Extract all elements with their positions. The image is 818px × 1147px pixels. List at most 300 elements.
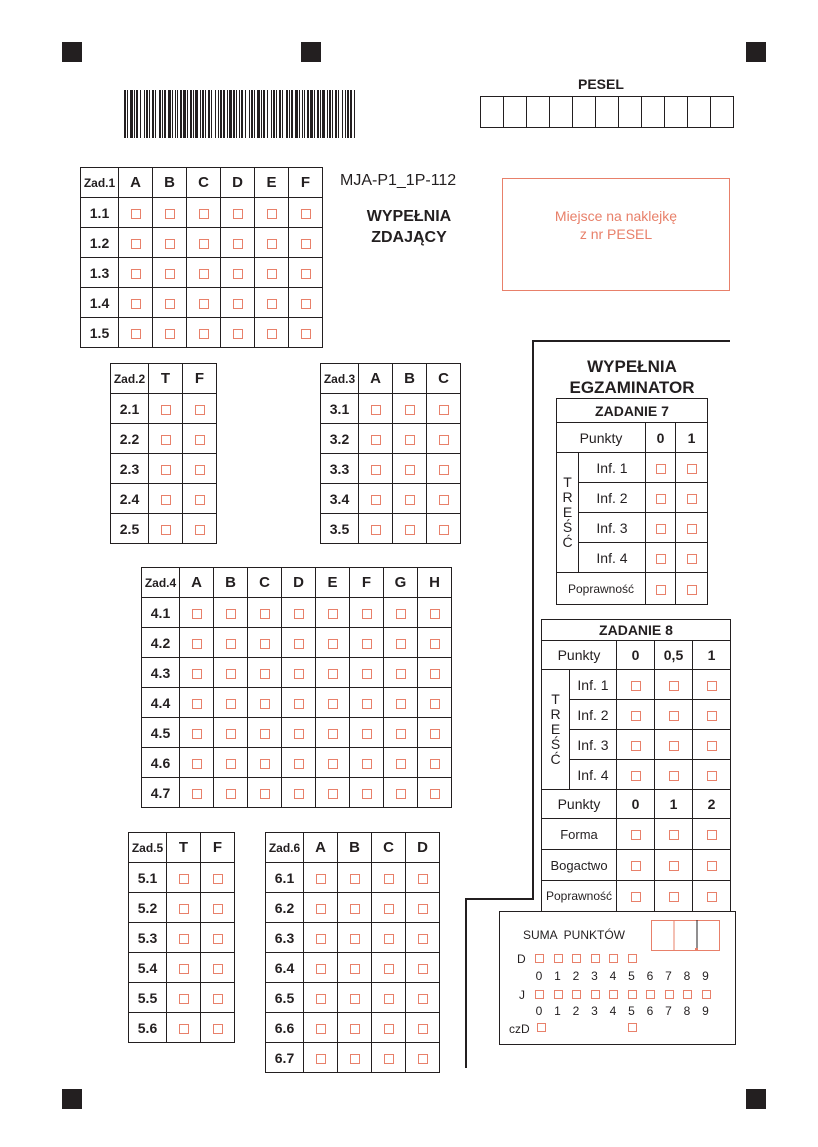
answer-checkbox[interactable] [187,228,221,258]
answer-checkbox[interactable] [338,863,372,893]
suma-j-checkbox[interactable] [591,990,600,999]
pesel-digit-1[interactable] [481,97,504,128]
answer-checkbox[interactable] [338,1043,372,1073]
zadanie7-row-label: Inf. 2 [579,483,646,513]
answer-checkbox[interactable] [350,718,384,748]
answer-checkbox[interactable] [289,258,323,288]
answer-checkbox[interactable] [427,484,461,514]
barcode-bar [136,90,138,138]
suma-j-checkbox[interactable] [702,990,711,999]
zadanie7-checkbox[interactable] [676,483,708,513]
answer-checkbox[interactable] [214,748,248,778]
table-row [266,1043,440,1073]
answer-checkbox[interactable] [359,424,393,454]
answer-checkbox[interactable] [183,424,217,454]
answer-checkbox[interactable] [393,394,427,424]
barcode-bar [271,90,272,138]
suma-czd-checkbox[interactable] [537,1023,546,1032]
checkbox-square [328,699,338,709]
answer-checkbox[interactable] [282,718,316,748]
zadanie8-checkbox[interactable] [655,730,693,760]
answer-checkbox[interactable] [180,598,214,628]
answer-checkbox[interactable] [393,484,427,514]
zadanie8-checkbox[interactable] [693,730,731,760]
answer-checkbox[interactable] [384,688,418,718]
answer-checkbox[interactable] [153,288,187,318]
checkbox-square [131,209,141,219]
tresc-letter: Ś [562,519,573,535]
barcode-bar [257,90,260,138]
answer-checkbox[interactable] [149,394,183,424]
answer-checkbox[interactable] [350,628,384,658]
checkbox-square [192,729,202,739]
answer-checkbox[interactable] [201,863,235,893]
barcode-bar [332,90,333,138]
zadanie8-checkbox[interactable] [655,850,693,881]
answer-checkbox[interactable] [119,288,153,318]
answer-checkbox[interactable] [304,1043,338,1073]
answer-checkbox[interactable] [393,454,427,484]
answer-checkbox[interactable] [201,1013,235,1043]
barcode-bar [127,90,128,138]
pesel-digit-11[interactable] [711,97,734,128]
answer-checkbox[interactable] [248,718,282,748]
checkbox-square [226,699,236,709]
answer-checkbox[interactable] [289,228,323,258]
answer-checkbox[interactable] [316,778,350,808]
checkbox-square [439,495,449,505]
answer-checkbox[interactable] [406,923,440,953]
answer-checkbox[interactable] [183,514,217,544]
checkbox-square [362,669,372,679]
answer-checkbox[interactable] [338,1013,372,1043]
answer-checkbox[interactable] [304,863,338,893]
answer-checkbox[interactable] [316,658,350,688]
checkbox-square [199,269,209,279]
answer-checkbox[interactable] [384,658,418,688]
task4-column-header: G [384,568,418,598]
answer-checkbox[interactable] [153,198,187,228]
barcode-bar [164,90,166,138]
barcode-bar [168,90,171,138]
answer-checkbox[interactable] [304,923,338,953]
barcode-bar [220,90,222,138]
answer-checkbox[interactable] [167,983,201,1013]
answer-checkbox[interactable] [187,198,221,228]
answer-checkbox[interactable] [248,598,282,628]
pesel-label: PESEL [578,76,624,92]
barcode-bar [322,90,325,138]
student-heading-line2: ZDAJĄCY [371,229,447,246]
answer-checkbox[interactable] [338,893,372,923]
answer-checkbox[interactable] [282,598,316,628]
checkbox-square [165,209,175,219]
answer-checkbox[interactable] [338,983,372,1013]
answer-checkbox[interactable] [153,258,187,288]
answer-checkbox[interactable] [167,1013,201,1043]
answer-checkbox[interactable] [183,454,217,484]
barcode-bar [215,90,216,138]
answer-checkbox[interactable] [149,514,183,544]
answer-checkbox[interactable] [167,923,201,953]
answer-checkbox[interactable] [214,778,248,808]
answer-checkbox[interactable] [282,628,316,658]
answer-checkbox[interactable] [393,514,427,544]
answer-checkbox[interactable] [214,688,248,718]
pesel-digit-9[interactable] [665,97,688,128]
pesel-digit-3[interactable] [527,97,550,128]
task1-label: Zad.1 [81,168,119,198]
suma-j-checkbox[interactable] [665,990,674,999]
answer-checkbox[interactable] [282,748,316,778]
answer-checkbox[interactable] [384,748,418,778]
answer-checkbox[interactable] [248,748,282,778]
table-row [321,514,461,544]
task2-row-label: 2.4 [111,484,149,514]
suma-d-checkbox[interactable] [609,954,618,963]
task3-row-label: 3.4 [321,484,359,514]
zadanie8-checkbox[interactable] [693,760,731,790]
answer-checkbox[interactable] [221,318,255,348]
suma-row-label-j: J [519,988,525,1002]
answer-checkbox[interactable] [406,983,440,1013]
answer-checkbox[interactable] [350,748,384,778]
answer-checkbox[interactable] [214,718,248,748]
answer-checkbox[interactable] [180,778,214,808]
zadanie8-points2-label: Punkty [542,790,617,819]
pesel-digit-8[interactable] [642,97,665,128]
answer-checkbox[interactable] [359,394,393,424]
answer-checkbox[interactable] [214,628,248,658]
zadanie8-row-label: Inf. 3 [570,730,617,760]
suma-d-checkbox[interactable] [535,954,544,963]
suma-j-checkbox[interactable] [646,990,655,999]
answer-checkbox[interactable] [255,198,289,228]
answer-checkbox[interactable] [316,748,350,778]
zadanie8-checkbox[interactable] [617,670,655,700]
answer-checkbox[interactable] [167,953,201,983]
checkbox-square [294,789,304,799]
zadanie8-checkbox[interactable] [693,850,731,881]
suma-czd-checkbox[interactable] [628,1023,637,1032]
checkbox-square [350,934,360,944]
answer-checkbox[interactable] [187,288,221,318]
answer-checkbox[interactable] [384,778,418,808]
barcode-bar [342,90,343,138]
answer-checkbox[interactable] [187,258,221,288]
answer-checkbox[interactable] [372,1043,406,1073]
answer-checkbox[interactable] [418,628,452,658]
answer-checkbox[interactable] [406,1013,440,1043]
answer-checkbox[interactable] [316,598,350,628]
checkbox-square [418,874,428,884]
task4-column-header: H [418,568,452,598]
answer-checkbox[interactable] [350,778,384,808]
answer-checkbox[interactable] [248,628,282,658]
answer-checkbox[interactable] [255,258,289,288]
answer-checkbox[interactable] [180,688,214,718]
answer-checkbox[interactable] [201,893,235,923]
zadanie7-checkbox[interactable] [646,573,676,605]
suma-j-checkbox[interactable] [609,990,618,999]
table-row [111,484,217,514]
checkbox-square [430,759,440,769]
answer-checkbox[interactable] [427,514,461,544]
zadanie8-checkbox[interactable] [693,700,731,730]
checkbox-square [316,874,326,884]
table-row [142,718,452,748]
zadanie8-checkbox[interactable] [693,819,731,850]
suma-d-checkbox[interactable] [572,954,581,963]
answer-checkbox[interactable] [338,923,372,953]
answer-checkbox[interactable] [304,953,338,983]
suma-j-checkbox[interactable] [628,990,637,999]
zadanie8-poprawnosc-label: Poprawność [542,881,617,912]
answer-checkbox[interactable] [149,454,183,484]
checkbox-square [226,729,236,739]
zadanie7-checkbox[interactable] [646,453,676,483]
answer-checkbox[interactable] [418,718,452,748]
answer-checkbox[interactable] [418,778,452,808]
answer-checkbox[interactable] [248,658,282,688]
answer-checkbox[interactable] [221,288,255,318]
barcode-bar [251,90,253,138]
answer-checkbox[interactable] [282,658,316,688]
zadanie7-points-1: 1 [676,423,708,453]
zadanie7-checkbox[interactable] [676,513,708,543]
answer-checkbox[interactable] [289,198,323,228]
answer-checkbox[interactable] [384,628,418,658]
suma-digit: 7 [665,969,672,983]
suma-d-checkbox[interactable] [591,954,600,963]
checkbox-square [316,994,326,1004]
answer-checkbox[interactable] [316,628,350,658]
answer-checkbox[interactable] [304,893,338,923]
answer-checkbox[interactable] [183,484,217,514]
answer-checkbox[interactable] [201,953,235,983]
zadanie7-checkbox[interactable] [646,513,676,543]
answer-checkbox[interactable] [372,863,406,893]
answer-checkbox[interactable] [180,718,214,748]
answer-checkbox[interactable] [221,198,255,228]
answer-checkbox[interactable] [359,484,393,514]
suma-digit: 2 [572,1004,580,1018]
answer-checkbox[interactable] [406,953,440,983]
pesel-digit-6[interactable] [596,97,619,128]
pesel-digit-10[interactable] [688,97,711,128]
barcode-bar [241,90,243,138]
checkbox-square [350,874,360,884]
checkbox-square [260,699,270,709]
answer-checkbox[interactable] [167,893,201,923]
suma-d-checkbox[interactable] [554,954,563,963]
answer-checkbox[interactable] [350,658,384,688]
answer-checkbox[interactable] [338,953,372,983]
answer-checkbox[interactable] [119,258,153,288]
suma-row-label-czd: czD [509,1022,530,1036]
answer-checkbox[interactable] [384,718,418,748]
answer-checkbox[interactable] [384,598,418,628]
answer-checkbox[interactable] [153,228,187,258]
answer-checkbox[interactable] [180,748,214,778]
answer-checkbox[interactable] [201,923,235,953]
zadanie8-checkbox[interactable] [693,670,731,700]
answer-checkbox[interactable] [167,863,201,893]
zadanie8-checkbox[interactable] [655,819,693,850]
answer-checkbox[interactable] [255,288,289,318]
answer-checkbox[interactable] [372,953,406,983]
barcode-bar [286,90,288,138]
answer-checkbox[interactable] [359,514,393,544]
zadanie8-checkbox[interactable] [617,819,655,850]
task1-column-header: E [255,168,289,198]
pesel-digit-2[interactable] [504,97,527,128]
task1-row-label: 1.5 [81,318,119,348]
zadanie7-checkbox[interactable] [646,483,676,513]
answer-checkbox[interactable] [316,718,350,748]
checkbox-square [192,669,202,679]
answer-checkbox[interactable] [149,424,183,454]
zadanie7-title: ZADANIE 7 [557,399,708,423]
zadanie8-checkbox[interactable] [617,760,655,790]
zadanie8-checkbox[interactable] [655,881,693,912]
zadanie7-checkbox[interactable] [676,543,708,573]
answer-checkbox[interactable] [221,258,255,288]
checkbox-square [439,465,449,475]
answer-checkbox[interactable] [350,688,384,718]
examiner-heading-line2: EGZAMINATOR [569,378,695,397]
answer-checkbox[interactable] [406,893,440,923]
zadanie8-checkbox[interactable] [655,760,693,790]
answer-checkbox[interactable] [393,424,427,454]
checkbox-square [294,729,304,739]
zadanie7-checkbox[interactable] [646,543,676,573]
suma-j-checkbox[interactable] [572,990,581,999]
answer-checkbox[interactable] [304,1013,338,1043]
answer-checkbox[interactable] [183,394,217,424]
barcode-bar [202,90,204,138]
checkbox-square [396,729,406,739]
answer-checkbox[interactable] [350,598,384,628]
answer-checkbox[interactable] [316,688,350,718]
suma-digit: 0 [535,1004,543,1018]
zadanie7-checkbox[interactable] [676,453,708,483]
table-row [266,983,440,1013]
answer-checkbox[interactable] [304,983,338,1013]
checkbox-square [179,994,189,1004]
answer-checkbox[interactable] [149,484,183,514]
answer-checkbox[interactable] [119,228,153,258]
barcode-bar [144,90,145,138]
answer-checkbox[interactable] [282,688,316,718]
checkbox-square [192,639,202,649]
task3-row-label: 3.2 [321,424,359,454]
answer-checkbox[interactable] [427,424,461,454]
zadanie7-table [556,398,708,605]
answer-checkbox[interactable] [119,318,153,348]
suma-digit: 6 [646,1004,654,1018]
zadanie8-checkbox[interactable] [617,881,655,912]
checkbox-square [233,209,243,219]
answer-checkbox[interactable] [359,454,393,484]
answer-checkbox[interactable] [248,778,282,808]
pesel-digit-5[interactable] [573,97,596,128]
checkbox-square [418,964,428,974]
task4-column-header: F [350,568,384,598]
answer-checkbox[interactable] [418,658,452,688]
zadanie8-checkbox[interactable] [693,881,731,912]
answer-checkbox[interactable] [372,983,406,1013]
task2-column-header: T [149,364,183,394]
pesel-digit-4[interactable] [550,97,573,128]
answer-checkbox[interactable] [289,318,323,348]
answer-checkbox[interactable] [255,318,289,348]
checkbox-square [199,209,209,219]
answer-checkbox[interactable] [372,923,406,953]
zadanie8-checkbox[interactable] [617,700,655,730]
answer-checkbox[interactable] [289,288,323,318]
checkbox-square [350,1054,360,1064]
checkbox-square [213,904,223,914]
answer-checkbox[interactable] [418,688,452,718]
checkbox-square [195,465,205,475]
barcode-bar [307,90,309,138]
zadanie8-checkbox[interactable] [655,700,693,730]
zadanie8-checkbox[interactable] [617,850,655,881]
suma-j-checkbox[interactable] [554,990,563,999]
answer-checkbox[interactable] [406,863,440,893]
checkbox-square [405,525,415,535]
answer-checkbox[interactable] [180,628,214,658]
barcode-bar [159,90,161,138]
answer-checkbox[interactable] [180,658,214,688]
task4-column-header: E [316,568,350,598]
checkbox-square [195,525,205,535]
answer-checkbox[interactable] [282,778,316,808]
zadanie8-checkbox[interactable] [617,730,655,760]
answer-checkbox[interactable] [418,748,452,778]
barcode-bar [279,90,281,138]
suma-digit: 9 [702,969,709,983]
answer-checkbox[interactable] [418,598,452,628]
checkbox-square [294,609,304,619]
suma-d-checkbox[interactable] [628,954,637,963]
answer-checkbox[interactable] [201,983,235,1013]
suma-digit: 6 [646,969,654,983]
suma-j-checkbox[interactable] [683,990,692,999]
answer-checkbox[interactable] [119,198,153,228]
checkbox-square [328,609,338,619]
suma-j-checkbox[interactable] [535,990,544,999]
answer-checkbox[interactable] [214,658,248,688]
answer-checkbox[interactable] [255,228,289,258]
answer-checkbox[interactable] [427,394,461,424]
answer-checkbox[interactable] [214,598,248,628]
table-row [321,424,461,454]
answer-checkbox[interactable] [372,1013,406,1043]
answer-checkbox[interactable] [221,228,255,258]
answer-checkbox[interactable] [153,318,187,348]
zadanie8-checkbox[interactable] [655,670,693,700]
answer-checkbox[interactable] [187,318,221,348]
answer-checkbox[interactable] [427,454,461,484]
answer-checkbox[interactable] [248,688,282,718]
pesel-digit-7[interactable] [619,97,642,128]
zadanie7-checkbox[interactable] [676,573,708,605]
barcode-bar [299,90,300,138]
answer-checkbox[interactable] [406,1043,440,1073]
answer-checkbox[interactable] [372,893,406,923]
